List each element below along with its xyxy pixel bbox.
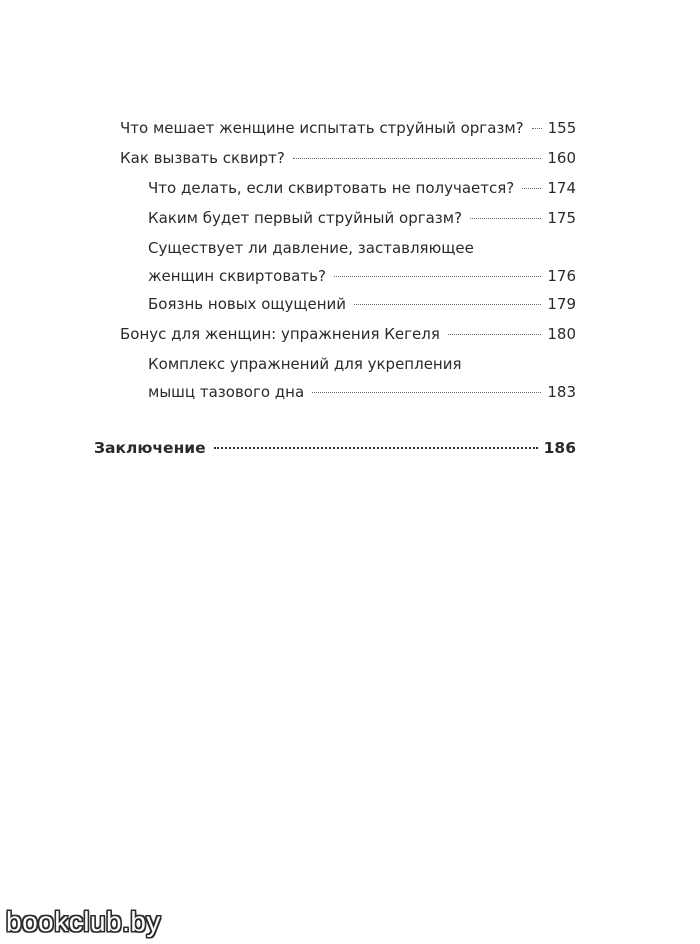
dot-leader (448, 334, 541, 335)
toc-entry-title: Каким будет первый струйный оргазм? (148, 209, 463, 227)
toc-entry-page: 179 (547, 295, 576, 313)
toc-entry (120, 148, 576, 168)
toc-subentry (148, 294, 576, 314)
toc-entry-title: Бонус для женщин: упражнения Кегеля (120, 325, 440, 343)
toc-entry-title-line1: Комплекс упражнений для укрепления (148, 355, 462, 373)
watermark: bookclub.by (6, 906, 161, 937)
toc-entry-page: 180 (547, 325, 576, 343)
dot-leader (354, 304, 541, 305)
toc-entry-title-line1: Существует ли давление, заставляющее (148, 239, 474, 257)
toc-entry-page: 160 (547, 149, 576, 167)
toc-entry-title: Что делать, если сквиртовать не получается? (148, 179, 515, 197)
toc-entry-page: 176 (547, 267, 576, 285)
dot-leader (293, 158, 542, 159)
dot-leader (470, 218, 541, 219)
toc-conclusion-title: Заключение (94, 439, 206, 457)
toc-entry-page: 155 (547, 119, 577, 137)
toc-subentry (148, 208, 576, 228)
dot-leader (522, 188, 541, 189)
dot-leader (532, 128, 542, 129)
dot-leader (312, 392, 541, 393)
toc-entry (120, 118, 576, 138)
toc-subentry (148, 266, 576, 286)
toc-entry-page: 174 (547, 179, 576, 197)
toc-conclusion-page: 186 (543, 439, 576, 457)
toc-subentry (148, 382, 576, 402)
toc-conclusion (94, 438, 576, 458)
dot-leader (334, 276, 541, 277)
toc-entry-title: женщин сквиртовать? (148, 267, 326, 285)
toc-entry (120, 324, 576, 344)
toc-entry-title: Что мешает женщине испытать струйный оргазм? (120, 119, 524, 137)
toc-entry-title: мышц тазового дна (148, 383, 305, 401)
toc-entry-page: 175 (547, 209, 576, 227)
toc-entry-page: 183 (547, 383, 576, 401)
toc-subentry (148, 178, 576, 198)
toc-entry-title: Как вызвать сквирт? (120, 149, 285, 167)
dot-leader (214, 447, 538, 449)
toc-entry-title: Боязнь новых ощущений (148, 295, 347, 313)
